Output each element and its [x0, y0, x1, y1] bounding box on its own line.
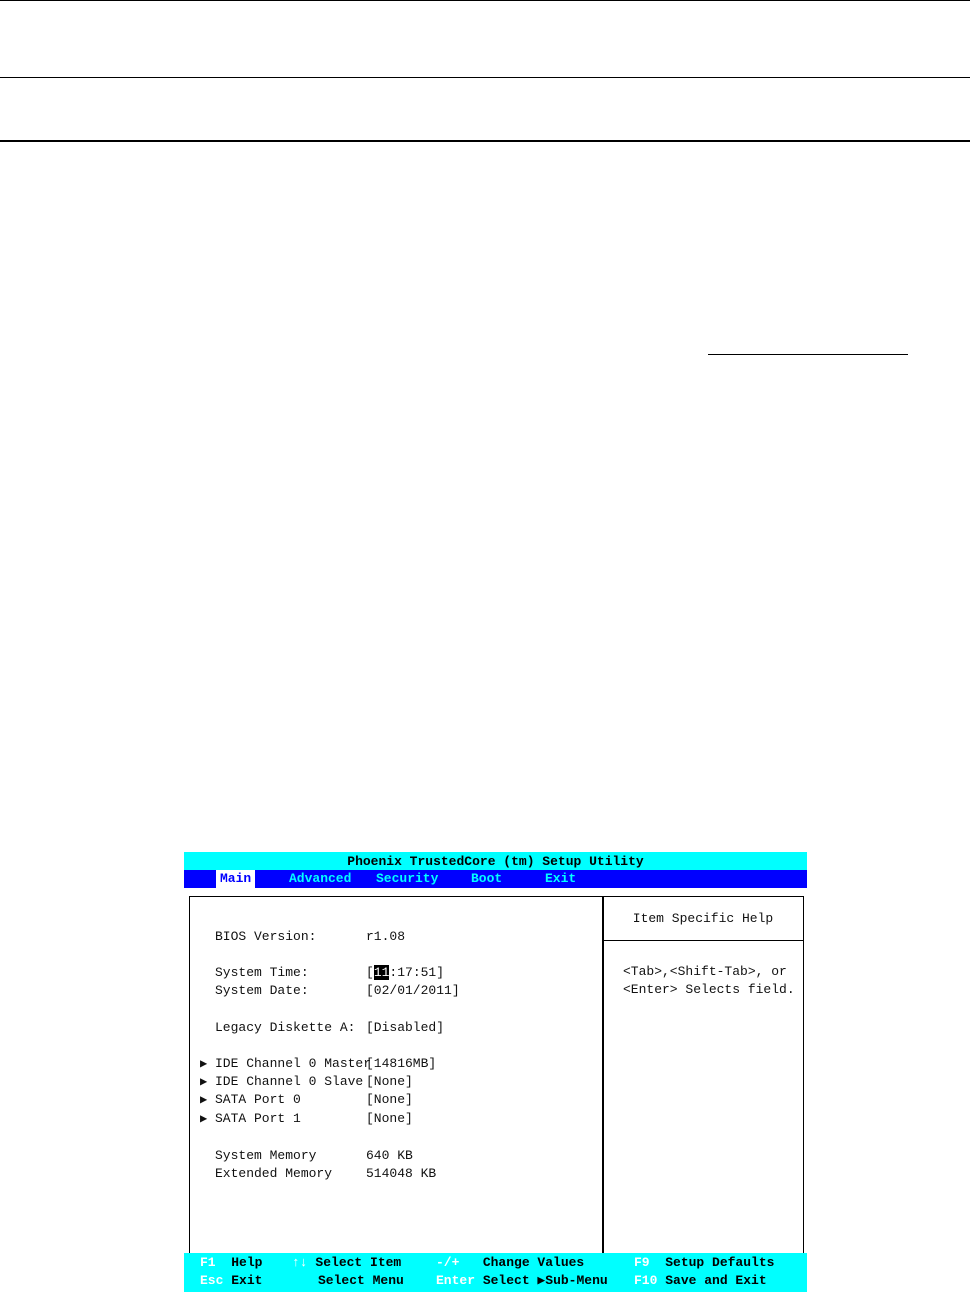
- legend-enter: [436, 1273, 608, 1288]
- legend-select-menu: [318, 1273, 404, 1288]
- item-help-panel: [602, 896, 804, 1255]
- legend-esc: [200, 1273, 262, 1288]
- ide-master-label: IDE Channel 0 Master: [215, 1056, 372, 1071]
- system-memory-value: 640 KB: [366, 1148, 413, 1163]
- main-settings-panel: [189, 896, 604, 1255]
- legend-f9-text: Setup Defaults: [665, 1255, 775, 1270]
- legend-f1-key: F1: [200, 1255, 216, 1270]
- legend-f9-key: F9: [634, 1255, 650, 1270]
- legend-f10-key: F10: [634, 1273, 658, 1288]
- legend-enter-text: Select ▶Sub-Menu: [482, 1273, 608, 1288]
- legend-esc-text: Exit: [231, 1273, 263, 1288]
- system-date-value[interactable]: [02/01/2011]: [366, 983, 460, 998]
- menu-exit[interactable]: Exit: [545, 871, 577, 886]
- system-time-open-bracket: [: [366, 965, 374, 980]
- legend-esc-key: Esc: [200, 1273, 224, 1288]
- system-time-value[interactable]: [366, 964, 444, 982]
- submenu-arrow-icon: ▶: [200, 1075, 208, 1089]
- legend-minus-plus-key: -/+: [436, 1255, 460, 1270]
- system-time-label: System Time:: [215, 965, 309, 980]
- legend-enter-key: Enter: [436, 1273, 476, 1288]
- ide-slave-label: IDE Channel 0 Slave: [215, 1074, 364, 1089]
- system-time-hour-cursor[interactable]: 11: [373, 965, 390, 980]
- submenu-arrow-icon: ▶: [200, 1057, 208, 1071]
- system-memory-label: System Memory: [215, 1148, 317, 1163]
- bios-title: Phoenix TrustedCore (tm) Setup Utility: [184, 852, 807, 870]
- help-divider: [603, 940, 803, 941]
- system-time-rest: :17:51]: [389, 965, 445, 980]
- extended-memory-value: 514048 KB: [366, 1166, 437, 1181]
- sata-port-0-value: [None]: [366, 1092, 413, 1107]
- menu-main[interactable]: Main: [216, 870, 255, 888]
- ide-master-value: [14816MB]: [366, 1056, 437, 1071]
- legend-arrows: [292, 1255, 401, 1270]
- menu-boot[interactable]: Boot: [471, 871, 503, 886]
- header-rule-middle: [0, 77, 970, 78]
- sata-port-0-label: SATA Port 0: [215, 1092, 301, 1107]
- legend-f1: [200, 1255, 262, 1270]
- legend-f9: [634, 1255, 774, 1270]
- header-rule-top: [0, 0, 970, 1]
- bios-version-value: r1.08: [366, 929, 406, 944]
- submenu-arrow-icon: ▶: [200, 1112, 208, 1126]
- legend-minus-plus-text: Change Values: [482, 1255, 585, 1270]
- help-line-1: <Tab>,<Shift-Tab>, or: [623, 964, 787, 979]
- legend-arrows-text: Select Item: [315, 1255, 402, 1270]
- signature-line: [708, 354, 908, 355]
- legend-f10-text: Save and Exit: [665, 1273, 767, 1288]
- legend-arrows-key: ↑↓: [292, 1255, 308, 1270]
- legacy-diskette-label: Legacy Diskette A:: [215, 1020, 356, 1035]
- key-legend-footer: [184, 1253, 807, 1292]
- help-line-2: <Enter> Selects field.: [623, 982, 795, 997]
- bios-version-label: BIOS Version:: [215, 929, 317, 944]
- menu-advanced[interactable]: Advanced: [289, 871, 352, 886]
- extended-memory-label: Extended Memory: [215, 1166, 333, 1181]
- ide-slave-value: [None]: [366, 1074, 413, 1089]
- bios-menubar: [184, 870, 807, 888]
- legend-select-menu-text: Select Menu: [318, 1273, 404, 1288]
- menu-security[interactable]: Security: [376, 871, 439, 886]
- legend-minus-plus: [436, 1255, 584, 1270]
- legend-f10: [634, 1273, 767, 1288]
- bios-screenshot: [184, 852, 807, 1292]
- legend-f1-text: Help: [231, 1255, 263, 1270]
- system-date-label: System Date:: [215, 983, 309, 998]
- sata-port-1-value: [None]: [366, 1111, 413, 1126]
- help-title: Item Specific Help: [632, 911, 774, 926]
- submenu-arrow-icon: ▶: [200, 1093, 208, 1107]
- legacy-diskette-value[interactable]: [Disabled]: [366, 1020, 445, 1035]
- header-rule-bottom: [0, 140, 970, 142]
- sata-port-1-label: SATA Port 1: [215, 1111, 301, 1126]
